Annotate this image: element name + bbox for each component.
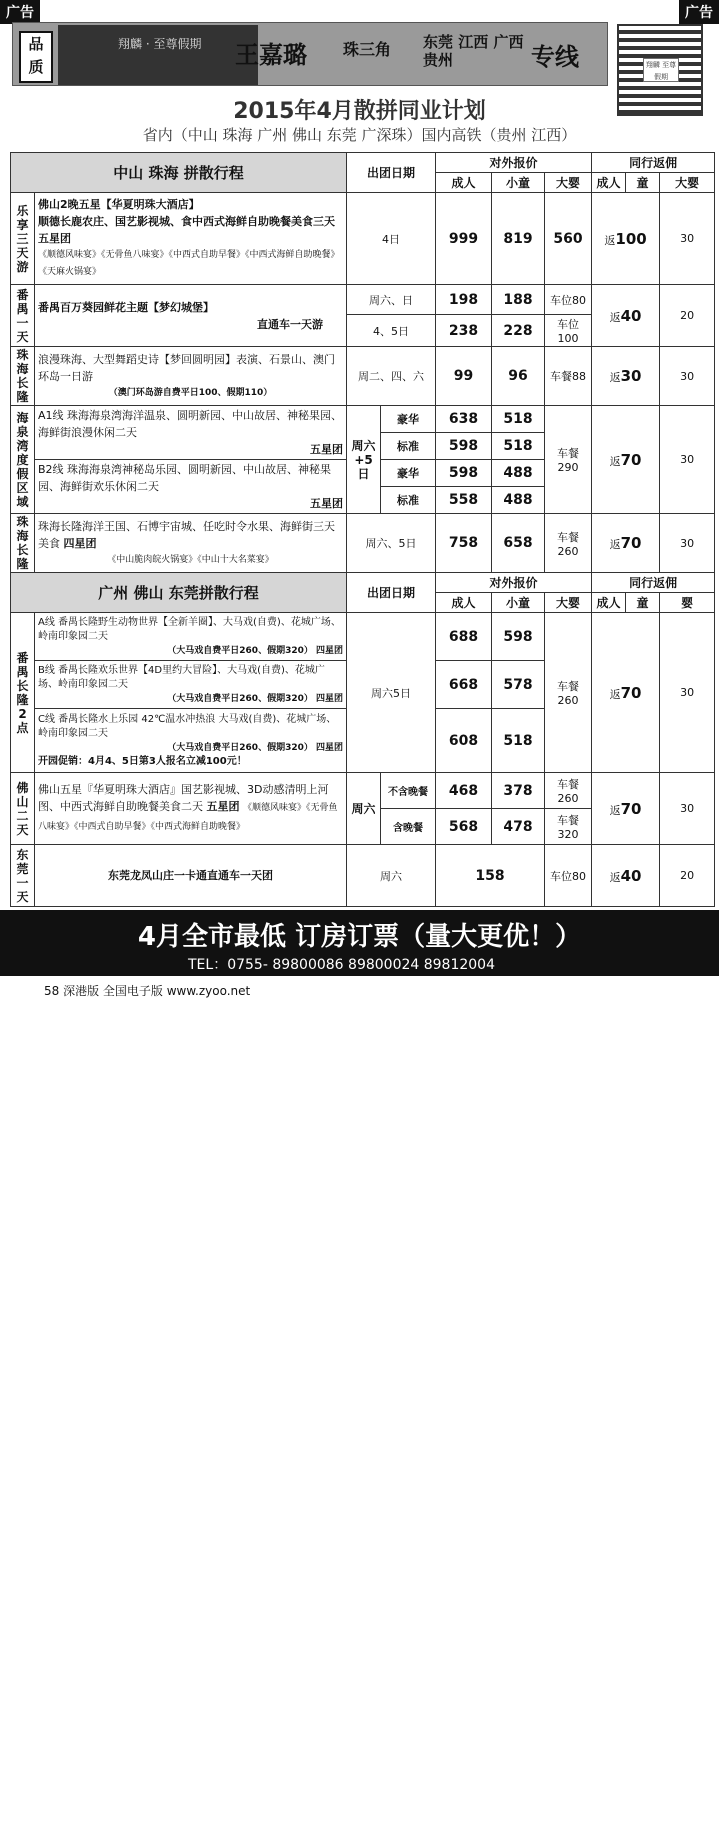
- tier: 不含晚餐: [381, 773, 436, 809]
- route-desc: [35, 773, 347, 845]
- row-label: 珠海长隆: [11, 514, 35, 573]
- route-desc-c: [35, 709, 347, 773]
- rebate-infant: 20: [660, 285, 715, 347]
- tier: 含晚餐: [381, 809, 436, 845]
- brand-logo: 翔麟 · 至尊假期: [58, 25, 258, 85]
- rebate-prefix: 返: [609, 454, 621, 468]
- price-adult: 99: [436, 347, 492, 406]
- price-adult: 758: [436, 514, 492, 573]
- side-note: 广告内容仅供参考，以实际为准: [670, 1822, 717, 1830]
- rebate-value: 70: [620, 534, 642, 552]
- price-adult: 598: [436, 460, 492, 487]
- price-infant: 车位80: [545, 845, 592, 907]
- col-child: 小童: [492, 173, 545, 193]
- rebate: [592, 773, 660, 845]
- rebate-infant: 30: [660, 613, 715, 773]
- route-desc: [35, 347, 347, 406]
- price-child: 518: [492, 406, 545, 433]
- col-depart: 出团日期: [347, 573, 436, 613]
- tier: 豪华: [381, 406, 436, 433]
- table-row: [11, 845, 715, 907]
- price-infant: 车餐260: [545, 613, 592, 773]
- price-infant: 车位80: [545, 285, 592, 315]
- price-child: 478: [492, 809, 545, 845]
- rebate: [592, 514, 660, 573]
- promo-text: 开园促销：4月4、5日第3人报名立减100元！: [38, 755, 247, 767]
- page-title: 2015年4月散拼同业计划: [233, 99, 486, 124]
- price-adult: 568: [436, 809, 492, 845]
- rebate-infant: 30: [660, 347, 715, 406]
- rebate-prefix: 返: [609, 371, 621, 384]
- row-label: 番禺一天: [11, 285, 35, 347]
- col-r-infant: 大婴: [660, 173, 715, 193]
- row-label: 东莞一天: [11, 845, 35, 907]
- price-infant: 车餐88: [545, 347, 592, 406]
- price-child: 518: [492, 709, 545, 773]
- price-child: 819: [492, 193, 545, 285]
- rebate-value: 100: [615, 229, 647, 248]
- route-line: 东莞龙凤山庄一卡通直通车一天团: [35, 845, 347, 907]
- col-r-adult: 成人: [592, 593, 626, 613]
- itinerary-table: [10, 152, 715, 907]
- depart-date: 周六: [347, 773, 381, 845]
- ad-label-right: 广告: [679, 0, 719, 24]
- price-infant: 车餐320: [545, 809, 592, 845]
- price-child: 228: [492, 315, 545, 347]
- col-r-child: 童: [626, 593, 660, 613]
- col-rebate: 同行返佣: [592, 153, 715, 173]
- route-note: （大马戏自费平日260、假期320）: [167, 742, 313, 753]
- col-infant: 大婴: [545, 173, 592, 193]
- badge-char-1: 品: [28, 35, 44, 53]
- rebate: [592, 613, 660, 773]
- route-line: C线 番禺长隆水上乐园 42℃温水冲热浪 大马戏(自费)、花城广场、岭南印象园二天: [38, 713, 337, 739]
- route-desc-a1: [35, 406, 347, 460]
- route-tag: 五星团: [206, 800, 240, 813]
- section-header-1: 中山 珠海 拼散行程: [11, 153, 347, 193]
- route-line: 顺德长鹿农庄、国艺影视城、食中西式海鲜自助晚餐美食三天五星团: [38, 215, 335, 245]
- rebate: [592, 845, 660, 907]
- rebate-infant: 20: [660, 845, 715, 907]
- rebate-value: 40: [620, 866, 642, 885]
- price-child: 658: [492, 514, 545, 573]
- ad-label-left: 广告: [0, 0, 40, 24]
- depart-date: 周六+5日: [347, 406, 381, 514]
- rebate: [592, 285, 660, 347]
- table-row: [11, 773, 715, 809]
- col-adult: 成人: [436, 173, 492, 193]
- col-rebate: 同行返佣: [592, 573, 715, 593]
- price-child: 488: [492, 460, 545, 487]
- price-adult: 468: [436, 773, 492, 809]
- depart-date: 周六: [347, 845, 436, 907]
- price-child: 598: [492, 613, 545, 661]
- badge-char-2: 质: [28, 58, 44, 76]
- price-adult: 668: [436, 661, 492, 709]
- route-desc: [35, 514, 347, 573]
- qr-caption: 翔麟 至尊假期: [643, 58, 679, 82]
- depart-date: 周六5日: [347, 613, 436, 773]
- route-note: （澳门环岛游自费平日100、假期110）: [108, 387, 273, 398]
- price-infant: 车餐260: [545, 773, 592, 809]
- price-infant: 车位100: [545, 315, 592, 347]
- price-infant: 车餐290: [545, 406, 592, 514]
- rebate: [592, 347, 660, 406]
- price-child: 488: [492, 487, 545, 514]
- rebate-prefix: 返: [609, 803, 621, 817]
- row-label: 海泉湾度假区域: [11, 406, 35, 514]
- price-child: 518: [492, 433, 545, 460]
- header-banner: [12, 22, 608, 86]
- rebate-value: 30: [620, 367, 642, 385]
- rebate: [592, 193, 660, 285]
- route-meals: 《顺德风味宴》《无骨鱼八味宴》《中西式自助早餐》《中西式海鲜自助晚餐》: [38, 803, 338, 832]
- rebate-infant: 30: [660, 193, 715, 285]
- rebate-value: 70: [620, 799, 642, 818]
- table-row: [11, 613, 715, 661]
- rebate-prefix: 返: [609, 310, 621, 324]
- rebate-value: 70: [620, 450, 642, 469]
- route-tag: 四星团: [316, 645, 344, 656]
- table-row: [11, 514, 715, 573]
- route-meals: 《中山脆肉皖火锅宴》《中山十大名菜宴》: [107, 554, 274, 565]
- route-desc: [35, 285, 347, 347]
- col-depart: 出团日期: [347, 153, 436, 193]
- depart-date: 4日: [347, 193, 436, 285]
- col-quote: 对外报价: [436, 573, 592, 593]
- price-adult: 238: [436, 315, 492, 347]
- col-r-adult: 成人: [592, 173, 626, 193]
- headline-region: 珠三角: [343, 40, 392, 59]
- route-meals: 《顺德风味宴》《无骨鱼八味宴》《中西式自助早餐》《中西式海鲜自助晚餐》《天麻火锅宴》: [38, 250, 340, 277]
- price-adult: 558: [436, 487, 492, 514]
- depart-date: 周六、5日: [347, 514, 436, 573]
- price-adult: 598: [436, 433, 492, 460]
- route-line: A1线 珠海海泉湾海洋温泉、圆明新园、中山故居、神秘果园、海鲜街浪漫休闲二天: [38, 409, 343, 439]
- depart-date: 周二、四、六: [347, 347, 436, 406]
- rebate-prefix: 返: [609, 870, 621, 884]
- headline-cities: 东莞 江西 广西 贵州: [423, 33, 524, 69]
- price-adult: 999: [436, 193, 492, 285]
- price-adult: 198: [436, 285, 492, 315]
- rebate-prefix: 返: [609, 538, 621, 551]
- price-child: 96: [492, 347, 545, 406]
- page-footer: 58 深港版 全国电子版 www.zyoo.net: [44, 984, 251, 998]
- table-row: [11, 406, 715, 433]
- page-subtitle: 省内（中山 珠海 广州 佛山 东莞 广深珠）国内高铁（贵州 江西）: [142, 126, 577, 144]
- tier: 标准: [381, 487, 436, 514]
- rebate-infant: 30: [660, 773, 715, 845]
- price-child: 378: [492, 773, 545, 809]
- col-r-child: 童: [626, 173, 660, 193]
- price-adult: 608: [436, 709, 492, 773]
- headline-name: 王嘉璐: [235, 40, 307, 69]
- price-adult: 688: [436, 613, 492, 661]
- rebate: [592, 406, 660, 514]
- row-label: 佛山二天: [11, 773, 35, 845]
- table-row: [11, 285, 715, 315]
- route-tag: 五星团: [310, 443, 344, 456]
- col-infant: 大婴: [545, 593, 592, 613]
- rebate-prefix: 返: [609, 687, 621, 701]
- route-line: B2线 珠海海泉湾神秘岛乐园、圆明新园、中山故居、神秘果园、海鲜街欢乐休闲二天: [38, 463, 332, 493]
- route-line: 浪漫珠海、大型舞蹈史诗【梦回圆明园】表演、石景山、澳门环岛一日游: [38, 352, 335, 383]
- route-line: 珠海长隆海洋王国、石博宇宙城、任吃时令水果、海鲜街三天美食: [38, 519, 335, 550]
- route-title: 佛山2晚五星【华夏明珠大酒店】: [38, 198, 200, 211]
- route-tag: 四星团: [63, 536, 97, 550]
- quality-badge: [19, 31, 53, 83]
- col-adult: 成人: [436, 593, 492, 613]
- route-line: 直通车一天游: [257, 317, 324, 331]
- headline-tail: 专线: [531, 42, 579, 71]
- table-row: [11, 193, 715, 285]
- route-title: 番禺百万葵园鲜花主题【梦幻城堡】: [38, 300, 214, 314]
- depart-date: 周六、日: [347, 285, 436, 315]
- rebate-prefix: 返: [604, 233, 616, 247]
- footer-headline: 4月全市最低 订房订票（量大更优！）: [137, 922, 582, 952]
- depart-date: 4、5日: [347, 315, 436, 347]
- route-desc-a: [35, 613, 347, 661]
- footer-phone: TEL：0755- 89800086 89800024 89812004: [188, 957, 496, 973]
- tier: 豪华: [381, 460, 436, 487]
- col-child: 小童: [492, 593, 545, 613]
- table-row: [11, 347, 715, 406]
- section-header-2: 广州 佛山 东莞拼散行程: [11, 573, 347, 613]
- tier: 标准: [381, 433, 436, 460]
- route-desc-b2: [35, 460, 347, 514]
- price-infant: 560: [545, 193, 592, 285]
- route-line: B线 番禺长隆欢乐世界【4D里约大冒险】、大马戏(自费)、花城广场、岭南印象园二天: [38, 664, 325, 690]
- row-label: 珠海长隆: [11, 347, 35, 406]
- route-note: （大马戏自费平日260、假期320）: [167, 645, 313, 656]
- price: 158: [436, 845, 545, 907]
- rebate-value: 40: [620, 306, 642, 325]
- col-quote: 对外报价: [436, 153, 592, 173]
- row-label: 番禺长隆2点: [11, 613, 35, 773]
- route-note: （大马戏自费平日260、假期320）: [167, 693, 313, 704]
- row-label: 乐享三天游: [11, 193, 35, 285]
- route-tag: 四星团: [316, 693, 344, 704]
- price-child: 578: [492, 661, 545, 709]
- route-desc: [35, 193, 347, 285]
- route-line: A线 番禺长隆野生动物世界【全新羊圈】、大马戏(自费)、花城广场、岭南印象园二天: [38, 616, 341, 642]
- route-tag: 五星团: [310, 497, 344, 510]
- rebate-value: 70: [620, 683, 642, 702]
- route-tag: 四星团: [316, 742, 344, 753]
- rebate-infant: 30: [660, 514, 715, 573]
- route-desc-b: [35, 661, 347, 709]
- price-child: 188: [492, 285, 545, 315]
- rebate-infant: 30: [660, 406, 715, 514]
- col-r-infant: 婴: [660, 593, 715, 613]
- price-infant: 车餐260: [545, 514, 592, 573]
- route-line: 佛山五星『华夏明珠大酒店』国艺影视城、3D动感清明上河图、中西式海鲜自助晚餐美食二天: [38, 783, 329, 813]
- price-adult: 638: [436, 406, 492, 433]
